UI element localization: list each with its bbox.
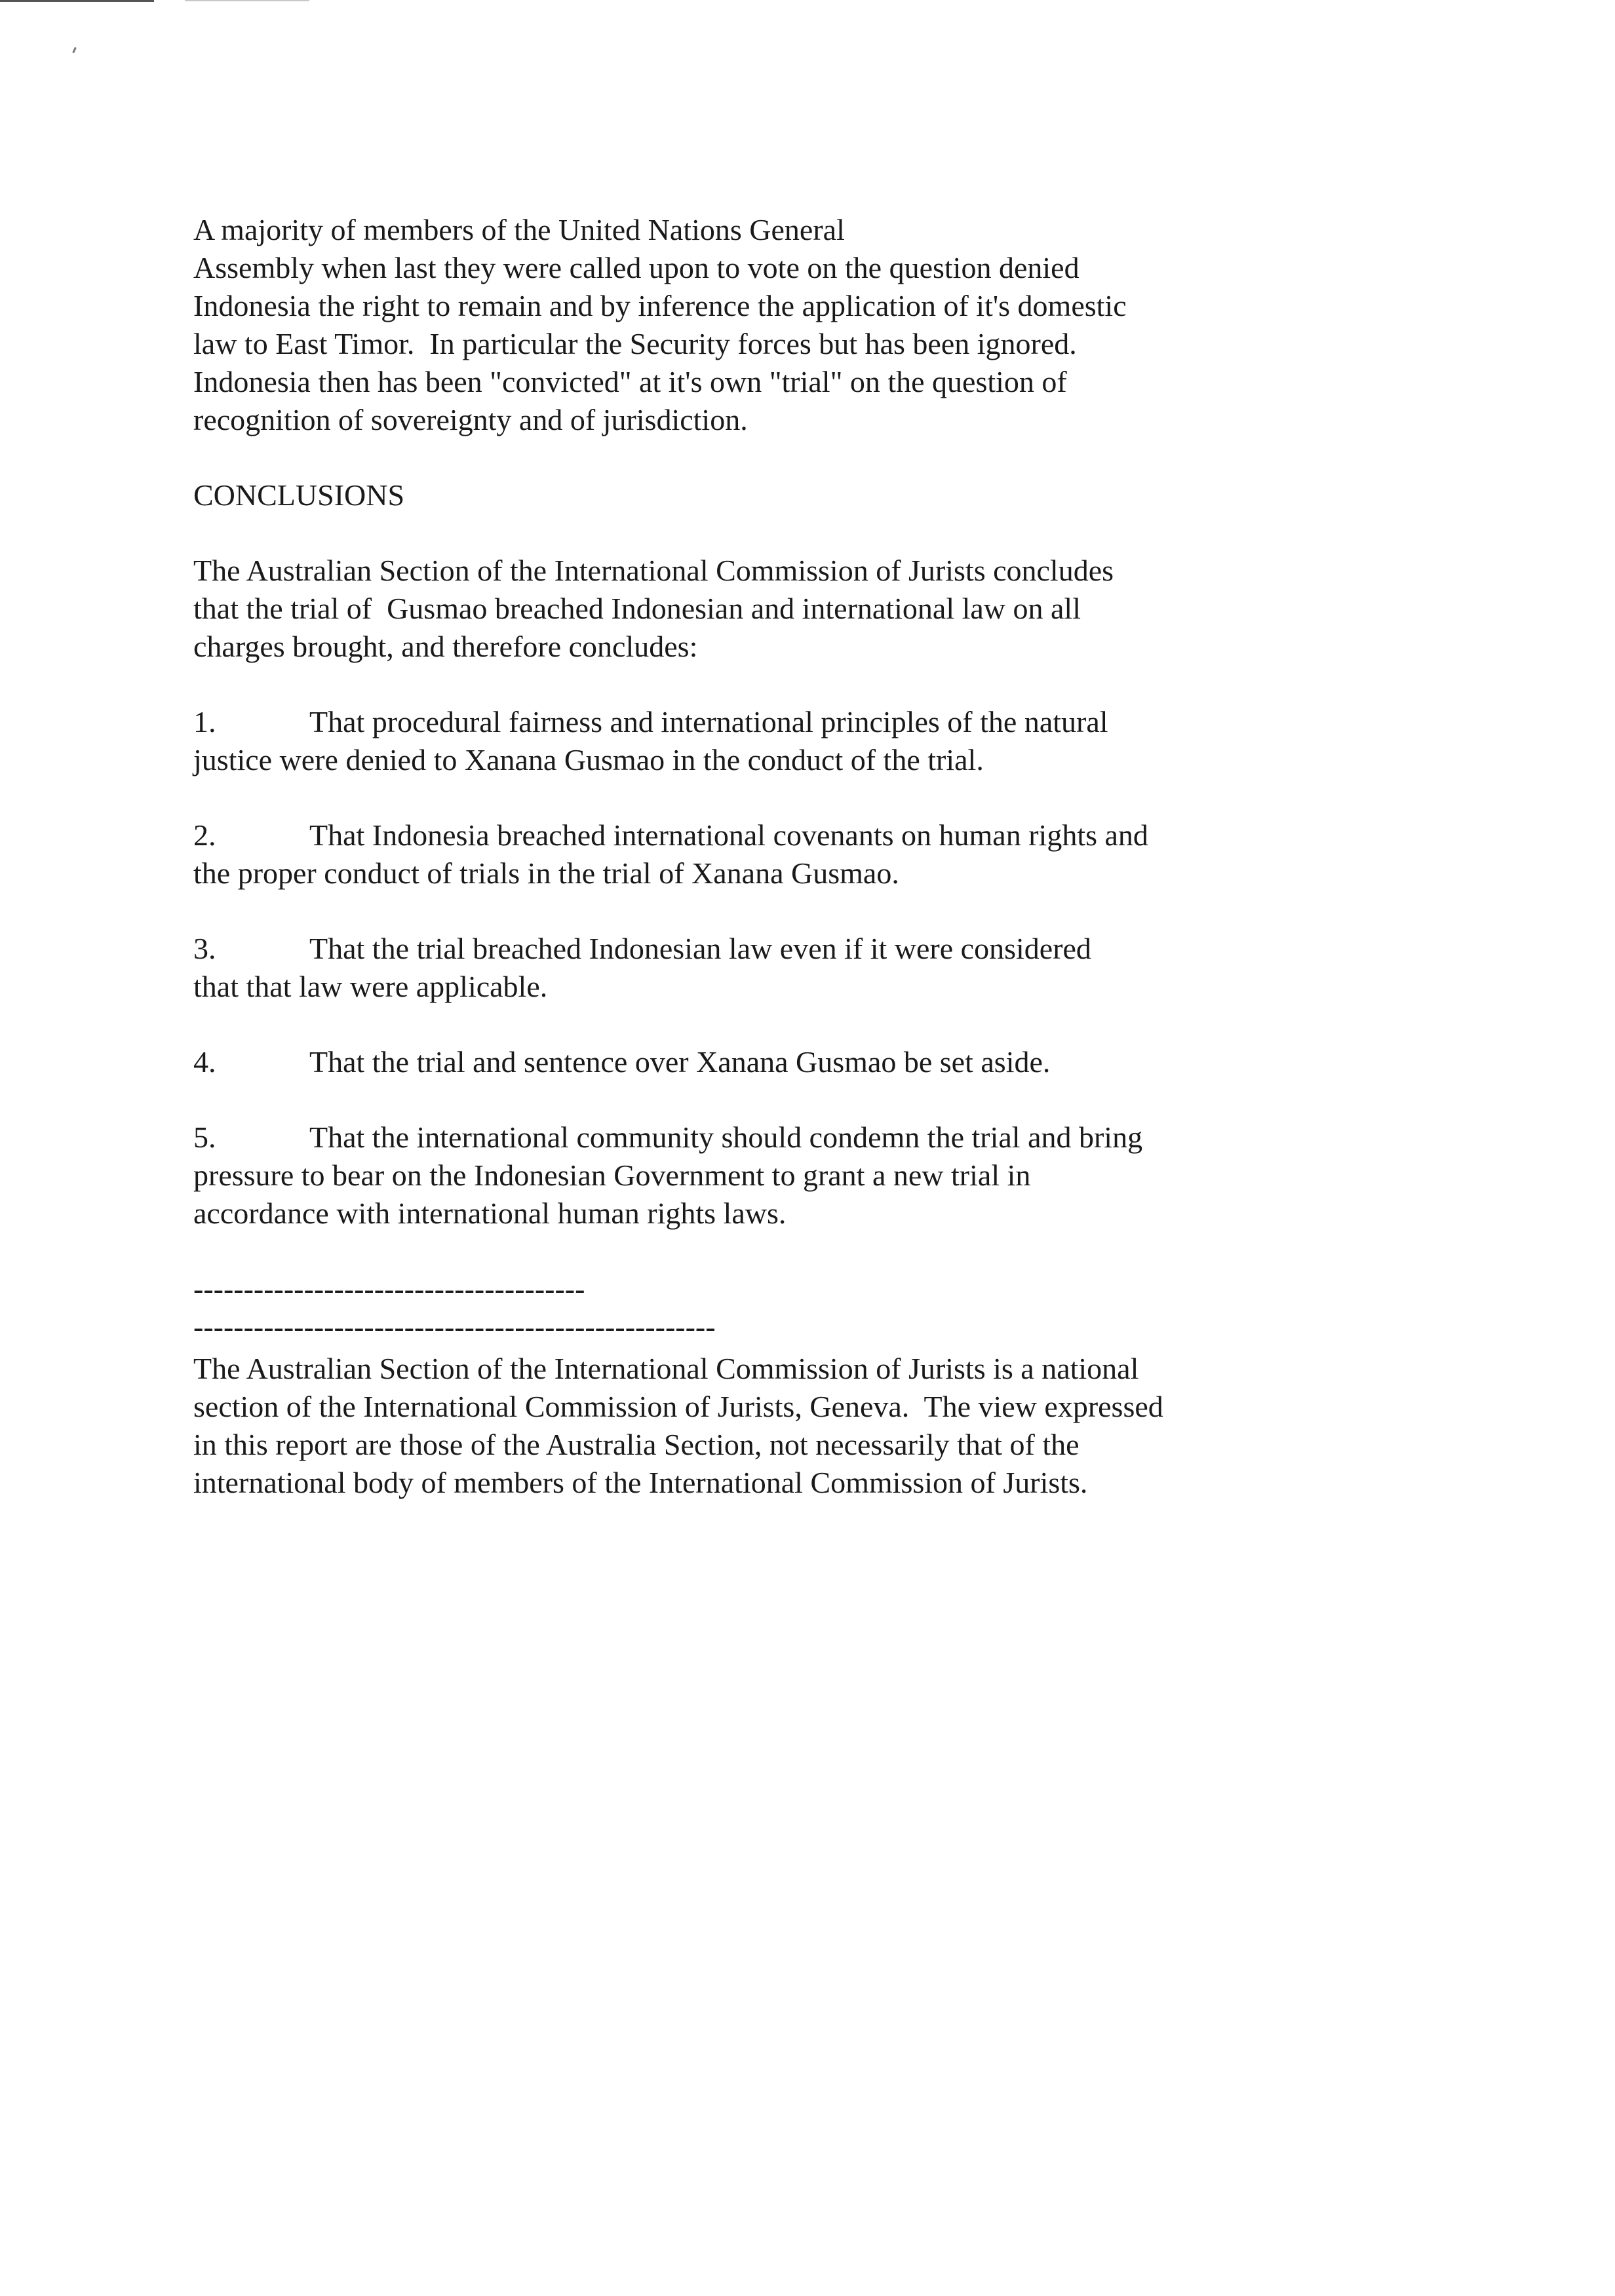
conclusion-item-first-line bbox=[193, 930, 1439, 968]
conclusion-item-text: That the international community should condemn the trial and bring bbox=[309, 1120, 1143, 1154]
intro-line: recognition of sovereignty and of jurisdiction. bbox=[193, 403, 748, 436]
document-body bbox=[193, 211, 1439, 1539]
intro-line: Indonesia then has been "convicted" at it's own "trial" on the question of bbox=[193, 365, 1067, 398]
intro-line: Indonesia the right to remain and by inference the application of it's domestic bbox=[193, 289, 1127, 322]
scan-artifact-speck bbox=[72, 47, 77, 53]
conclusion-item-first-line bbox=[193, 816, 1439, 854]
footnote-line: international body of members of the International Commission of Jurists. bbox=[193, 1466, 1088, 1499]
conclusion-item-4 bbox=[193, 1043, 1439, 1081]
conclusion-item-2 bbox=[193, 816, 1439, 892]
conclusion-item-text: That Indonesia breached international covenants on human rights and bbox=[309, 818, 1148, 852]
conclusion-item-5 bbox=[193, 1119, 1439, 1233]
intro-line: Assembly when last they were called upon to vote on the question denied bbox=[193, 251, 1080, 284]
footnote-line: in this report are those of the Australia Section, not necessarily that of the bbox=[193, 1428, 1080, 1461]
conclusions-intro-line: charges brought, and therefore concludes: bbox=[193, 630, 698, 663]
conclusions-intro-line: The Australian Section of the International Commission of Jurists concludes bbox=[193, 554, 1114, 587]
conclusion-item-number: 2. bbox=[193, 818, 216, 852]
conclusion-item-first-line bbox=[193, 703, 1439, 741]
conclusions-intro-line: that the trial of Gusmao breached Indonesian and international law on all bbox=[193, 592, 1081, 625]
footnote-line: section of the International Commission of Jurists, Geneva. The view expressed bbox=[193, 1390, 1163, 1423]
intro-line: law to East Timor. In particular the Security forces but has been ignored. bbox=[193, 327, 1077, 360]
separator bbox=[193, 1270, 1439, 1346]
conclusion-item-continuation: the proper conduct of trials in the trial of Xanana Gusmao. bbox=[193, 856, 899, 890]
conclusion-item-continuation: justice were denied to Xanana Gusmao in the conduct of the trial. bbox=[193, 743, 984, 776]
conclusion-item-text: That the trial and sentence over Xanana Gusmao be set aside. bbox=[309, 1045, 1051, 1079]
footnote-line: The Australian Section of the International Commission of Jurists is a national bbox=[193, 1352, 1139, 1385]
intro-paragraph bbox=[193, 211, 1439, 439]
conclusion-item-text: That the trial breached Indonesian law even if it were considered bbox=[309, 932, 1091, 965]
conclusion-item-number: 4. bbox=[193, 1045, 216, 1079]
conclusion-item-first-line bbox=[193, 1043, 1439, 1081]
conclusion-item-1 bbox=[193, 703, 1439, 779]
conclusion-item-continuation: that that law were applicable. bbox=[193, 970, 548, 1003]
conclusion-item-number: 5. bbox=[193, 1120, 216, 1154]
conclusion-item-number: 3. bbox=[193, 932, 216, 965]
scan-artifact-line bbox=[0, 0, 154, 2]
conclusion-item-text: That procedural fairness and international principles of the natural bbox=[309, 705, 1108, 738]
conclusions-heading bbox=[193, 476, 1439, 514]
conclusions-intro-paragraph bbox=[193, 552, 1439, 666]
separator-line: ---------------------------------------------------- bbox=[193, 1310, 716, 1343]
conclusion-item-continuation: accordance with international human rights laws. bbox=[193, 1196, 787, 1230]
conclusion-item-number: 1. bbox=[193, 705, 216, 738]
intro-line: A majority of members of the United Nations General bbox=[193, 213, 845, 246]
conclusion-item-first-line bbox=[193, 1119, 1439, 1157]
separator-line: --------------------------------------- bbox=[193, 1272, 585, 1305]
conclusions-heading-text: CONCLUSIONS bbox=[193, 478, 405, 512]
scan-artifact-line-faint bbox=[185, 0, 309, 1]
footnote-paragraph bbox=[193, 1350, 1439, 1502]
conclusion-item-continuation: pressure to bear on the Indonesian Government to grant a new trial in bbox=[193, 1158, 1031, 1192]
conclusion-item-3 bbox=[193, 930, 1439, 1006]
